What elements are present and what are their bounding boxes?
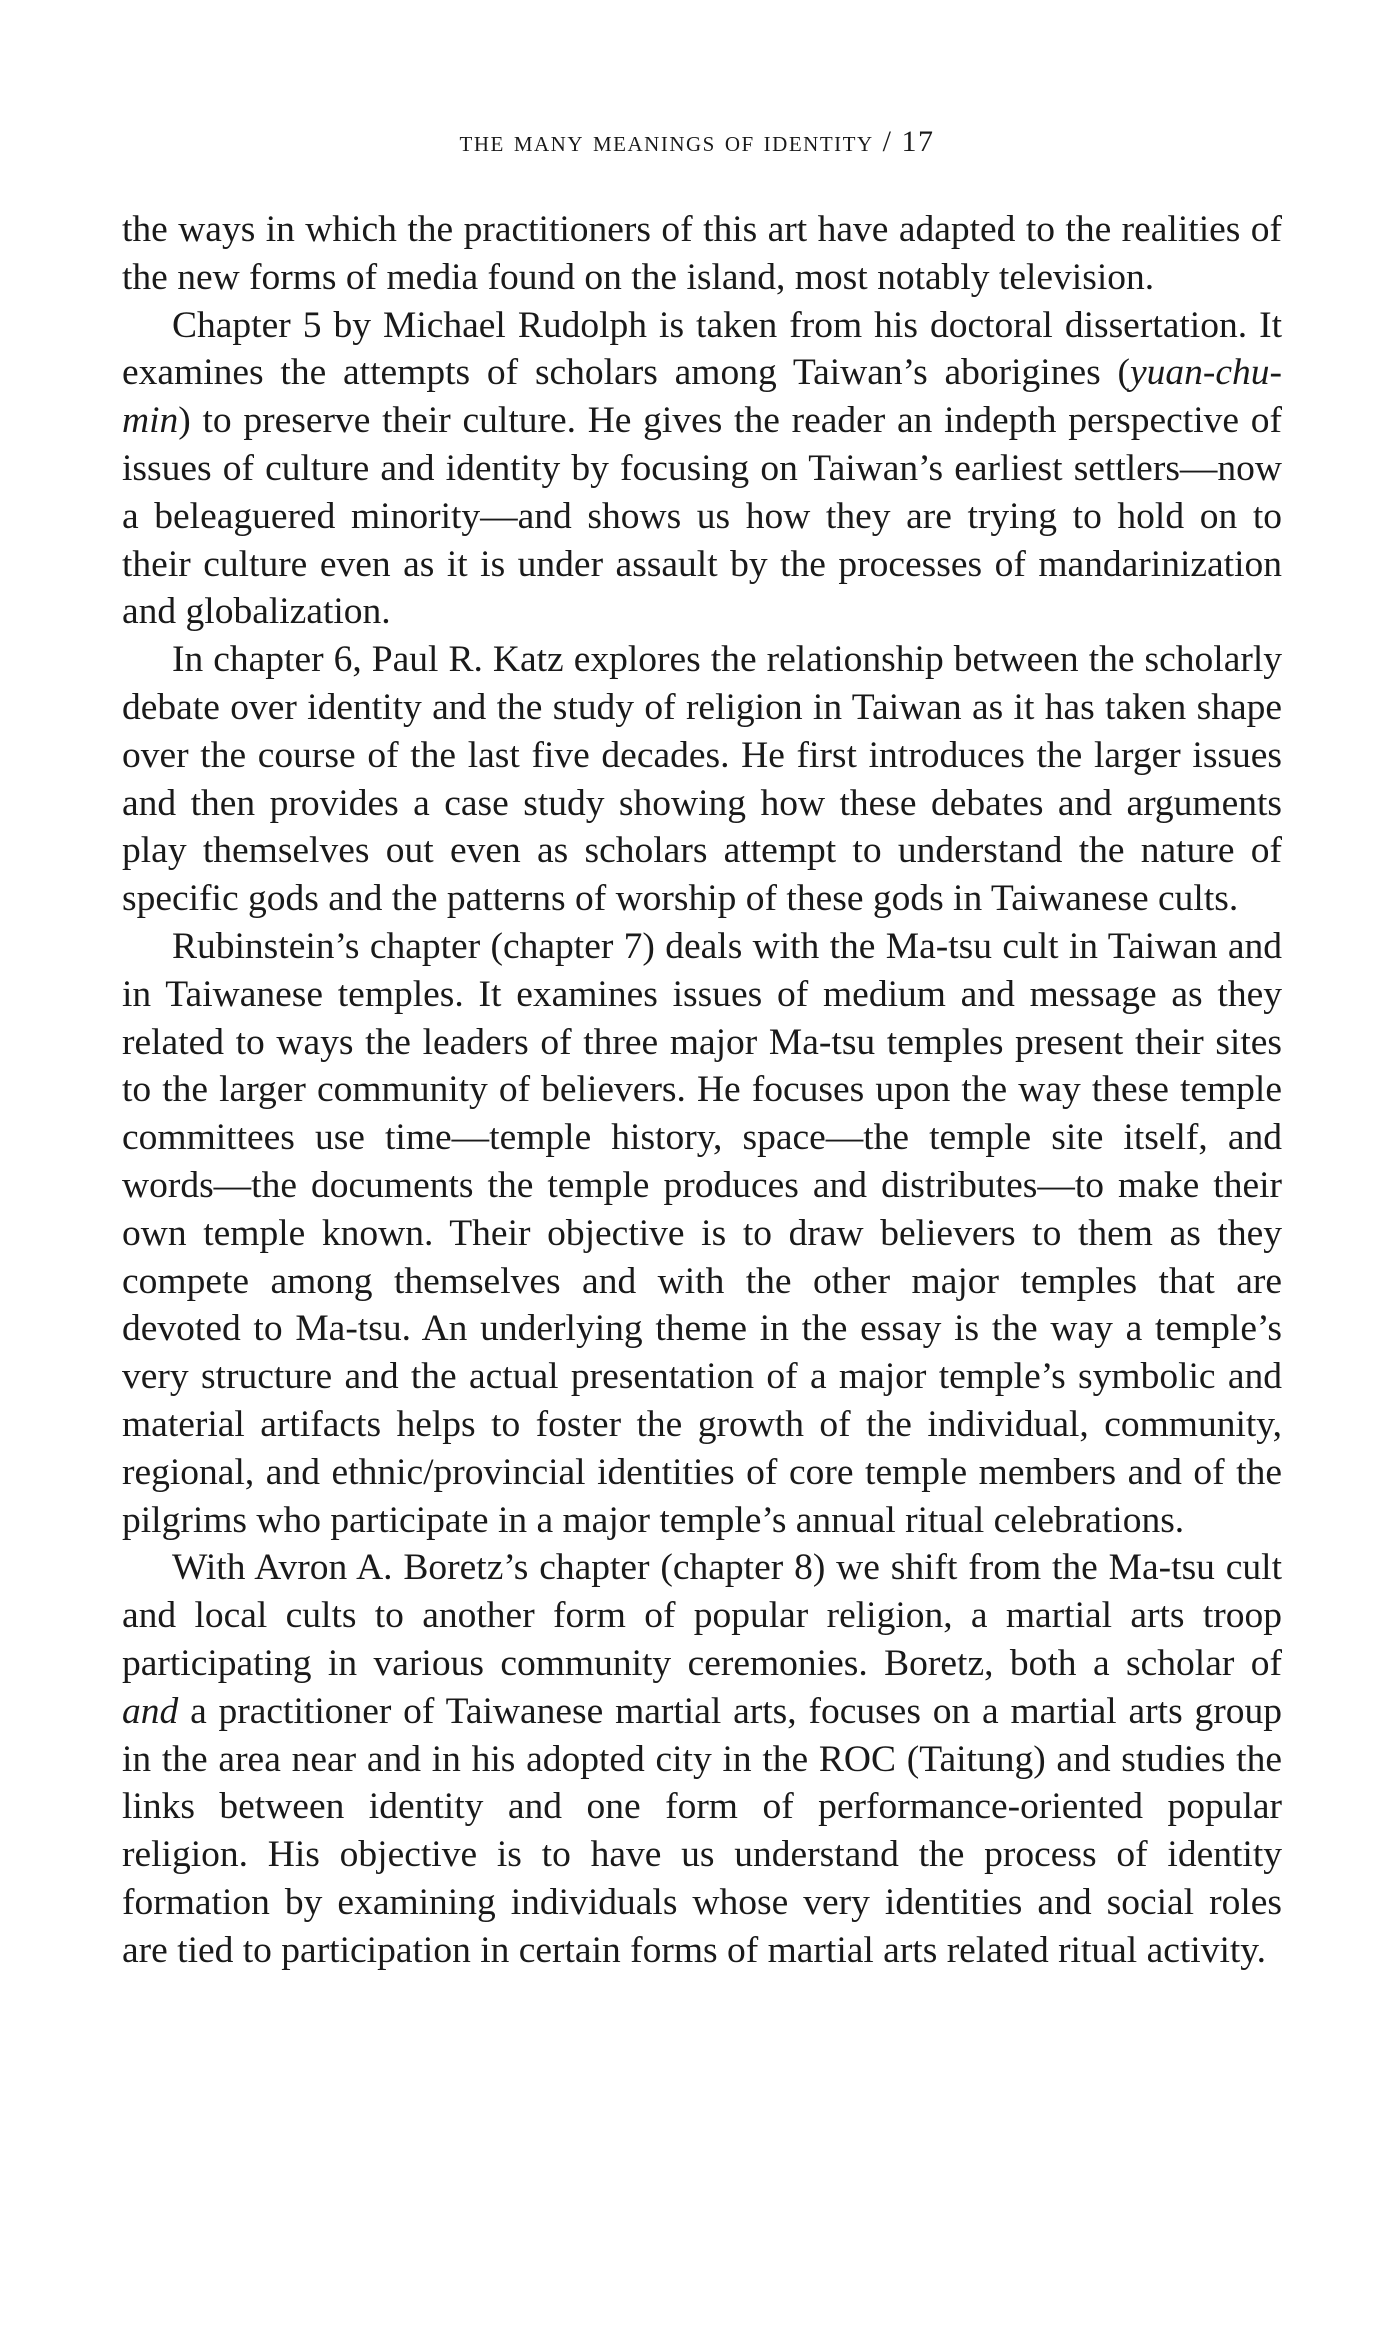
paragraph-text: the ways in which the practitioners of this art have adapted to the realities of the new forms of media found on the island, most notably television. — [122, 209, 1282, 298]
paragraph-text: a practitioner of Taiwanese martial arts, focuses on a martial arts group in the area near and in his adopted city in the ROC (Taitung) and studies the links between identity and one form of performance-oriented popular religion. His objective is to have us understand the process of identity formation by examining individuals whose very identities and social roles are tied to participation in certain forms of martial arts related ritual activity. — [122, 1690, 1282, 1971]
paragraph-chapter-5 — [122, 302, 1282, 637]
italic-term: yuan-chu-min — [122, 352, 1282, 442]
paragraph-chapter-8 — [122, 1544, 1282, 1974]
paragraph-text: Rubinstein’s chapter (chapter 7) deals with the Ma-tsu cult in Taiwan and in Taiwanese temples. It examines issues of medium and message as they related to ways the leaders of three major Ma-tsu temples present their sites to the larger community of believers. He focuses upon the way these temple committees use time—temple history, space—the temple site itself, and words—the documents the temple produces and distributes—to make their own temple known. Their objective is to draw believers to them as they compete among themselves and with the other major temples that are devoted to Ma-tsu. An underlying theme in the essay is the way a temple’s very structure and the actual presentation of a major temple’s symbolic and material artifacts helps to foster the growth of the individual, community, regional, and ethnic/provincial identities of core temple members and of the pilgrims who participate in a major temple’s annual ritual celebrations. — [122, 925, 1282, 1541]
paragraph-chapter-6 — [122, 636, 1282, 923]
paragraph-text: Chapter 5 by Michael Rudolph is taken from his doctoral dissertation. It examines the attempts of scholars among Taiwan’s aborigines ( — [122, 304, 1282, 394]
page-number: 17 — [901, 125, 935, 158]
italic-term: and — [122, 1690, 179, 1732]
paragraph-continued — [122, 206, 1282, 302]
paragraph-chapter-7 — [122, 923, 1282, 1544]
paragraph-text: In chapter 6, Paul R. Katz explores the relationship between the scholarly debate over identity and the study of religion in Taiwan as it has taken shape over the course of the last five decades. He first introduces the larger issues and then provides a case study showing how these debates and arguments play themselves out even as scholars attempt to understand the nature of specific gods and the patterns of worship of these gods in Taiwanese cults. — [122, 639, 1282, 920]
running-head-title: the many meanings of identity — [459, 125, 874, 158]
running-head — [0, 122, 1394, 162]
paragraph-text: ) to preserve their culture. He gives the reader an indepth perspective of issues of culture and identity by focusing on Taiwan’s earliest settlers—now a beleaguered minority—and shows us how they are trying to hold on to their culture even as it is under assault by the processes of mandarinization and globalization. — [122, 400, 1282, 633]
running-head-separator: / — [882, 125, 893, 158]
body-text — [122, 206, 1282, 1974]
paragraph-text: With Avron A. Boretz’s chapter (chapter 8) we shift from the Ma-tsu cult and local cults to another form of popular religion, a martial arts troop participating in various community ceremonies. Boretz, both a scholar of — [122, 1547, 1282, 1684]
